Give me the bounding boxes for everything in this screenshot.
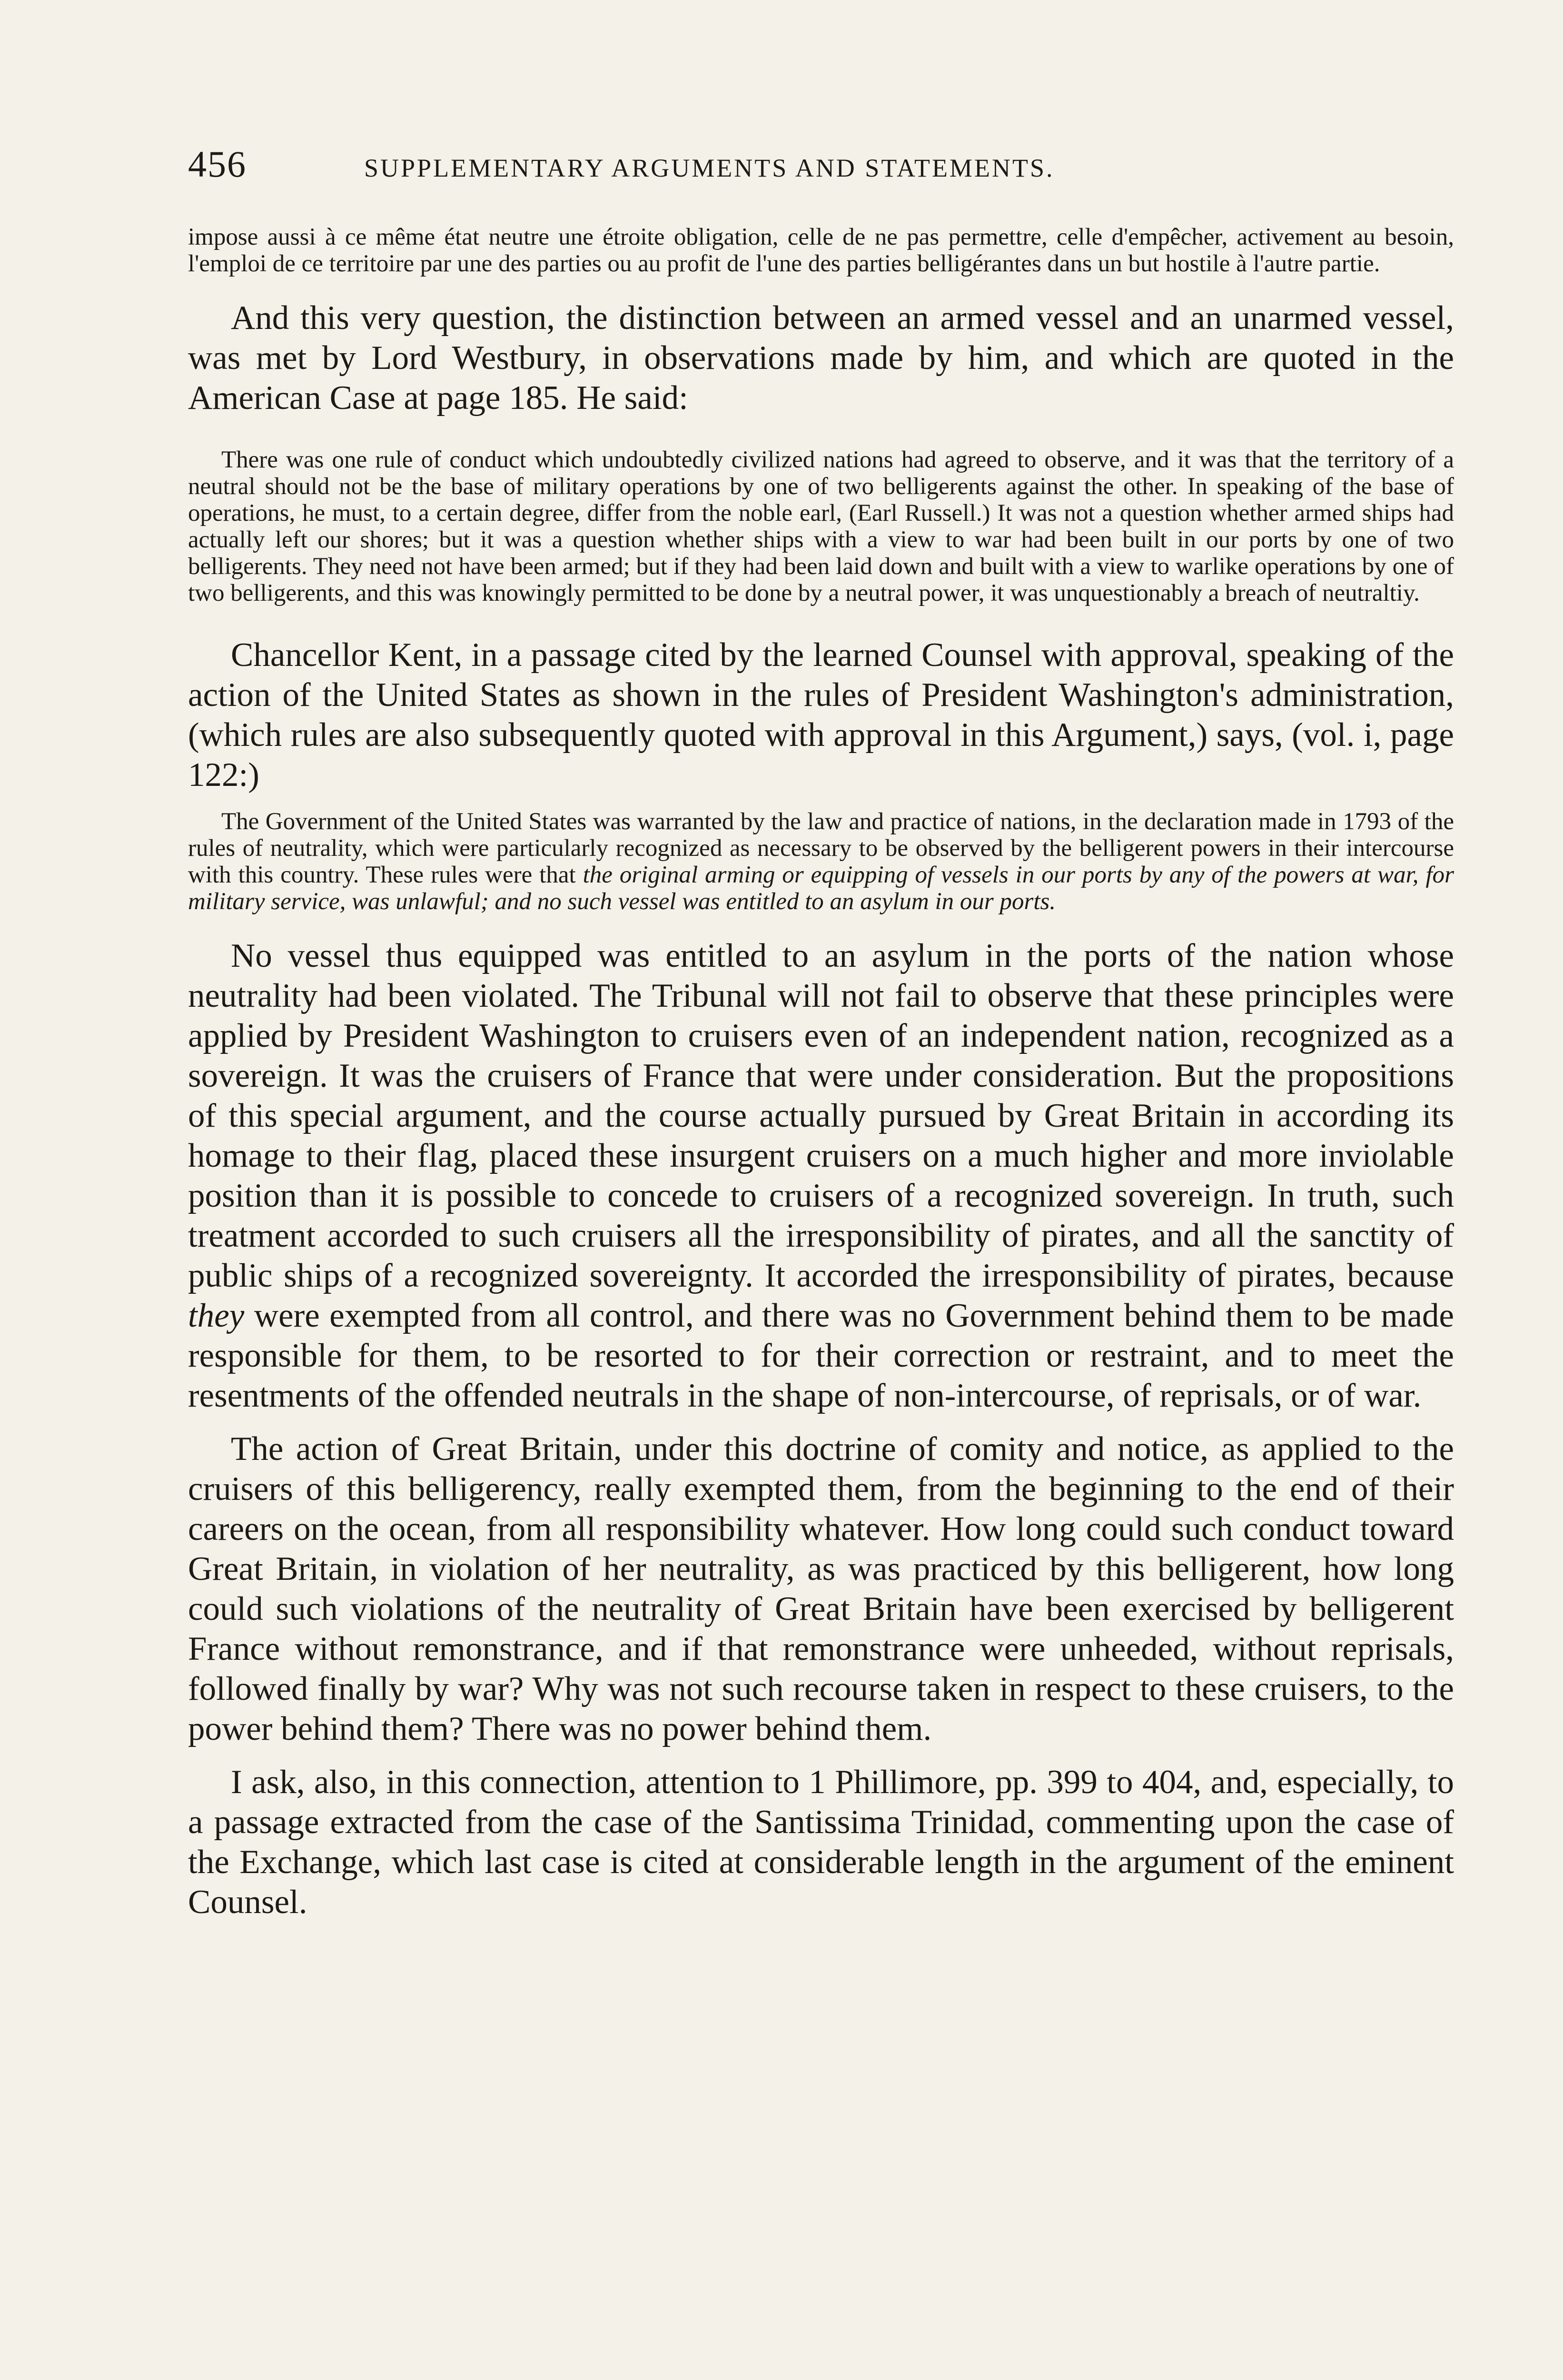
paragraph-lord-westbury: And this very question, the distinction between an armed vessel and an unarmed vessel, was met by Lord Westbury, in observations made by him, and which are quoted in the American Case at page 185. He said: [188,299,1454,416]
paragraph-no-vessel [188,936,1454,1416]
paragraph-action-great-britain: The action of Great Britain, under this doctrine of comity and notice, as applied to the cruisers of this belligerency, really exempted them, from the beginning to the end of their careers on the ocean, from all responsibility whatever. How long could such conduct toward Great Britain, in violation of her neutrality, as was practiced by this belligerent, how long could such violations of the neutrality of Great Britain have been exercised by belligerent France without remonstrance, and if that remonstrance were unheeded, without reprisals, followed finally by war? Why was not such recourse taken in respect to these cruisers, to the power behind them? There was no power behind them. [188,1430,1454,1747]
paragraph-phillimore: I ask, also, in this connection, attention to 1 Phillimore, pp. 399 to 404, and, especially, to a passage extracted from the case of the Santissima Trinidad, commenting upon the case of the Exchange, which last case is cited at considerable length in the argument of the eminent Counsel. [188,1764,1454,1921]
block-quote-kent-text: The Government of the United States was warranted by the law and practice of nations, in the declaration made in 1793 of the rules of neutrality, which were particularly recognized as necessary to be observed by the belligerent powers in their intercourse with this country. These rules were that [188,808,1454,888]
paragraph-chancellor-kent: Chancellor Kent, in a passage cited by the learned Counsel with approval, speaking of the action of the United States as shown in the rules of President Washington's administration, (which rules are also subsequently quoted with approval in this Argument,) says, (vol. i, page 122:) [188,636,1454,793]
paragraph-no-vessel-tail: were exempted from all control, and there was no Government behind them to be made responsible for them, to be resorted to for their correction or restraint, and to meet the resentments of the offended neutrals in the shape of non-intercourse, of reprisals, or of war. [188,1297,1454,1414]
paragraph-no-vessel-italic: they [188,1297,245,1334]
running-head: SUPPLEMENTARY ARGUMENTS AND STATEMENTS. [364,154,1055,182]
block-quote-westbury: There was one rule of conduct which undoubtedly civilized nations had agreed to observe, and it was that the territory of a neutral should not be the base of military operations by one of two belligerents against the other. In speaking of the base of operations, he must, to a certain degree, differ from the noble earl, (Earl Russell.) It was not a question whether armed ships had actually left our shores; but it was a question whether ships with a view to war had been built in our ports by one of two belligerents. They need not have been armed; but if they had been laid down and built with a view to warlike operations by one of two belligerents, and this was knowingly permitted to be done by a neutral power, it was unquestionably a breach of neutraltiy. [188,446,1454,606]
page-number: 456 [188,143,247,185]
paragraph-no-vessel-text: No vessel thus equipped was entitled to an asylum in the ports of the nation whose neutrality had been violated. The Tribunal will not fail to observe that these principles were applied by President Washington to cruisers even of an independent nation, recognized as a sovereign. It was the cruisers of France that were under consideration. But the propositions of this special argument, and the course actually pursued by Great Britain in according its homage to their flag, placed these insurgent cruisers on a much higher and more inviolable position than it is possible to concede to cruisers of a recognized sovereign. In truth, such treatment accorded to such cruisers all the irresponsibility of pirates, and all the sanctity of public ships of a recognized sovereignty. It accorded the irresponsibility of pirates, because [188,937,1454,1294]
french-quote-continuation: impose aussi à ce même état neutre une étroite obligation, celle de ne pas permettre, celle d'empêcher, activement au besoin, l'emploi de ce territoire par une des parties ou au profit de l'une des parties belligérantes dans un but hostile à l'autre partie. [188,224,1454,277]
block-quote-kent-italic: the original arming or equipping of vessels in our ports by any of the powers at war, for military service, was unlawful; and no such vessel was entitled to an asylum in our ports. [188,862,1454,915]
block-quote-kent [188,808,1454,915]
page-header [188,143,1454,200]
document-page [188,143,1454,1922]
